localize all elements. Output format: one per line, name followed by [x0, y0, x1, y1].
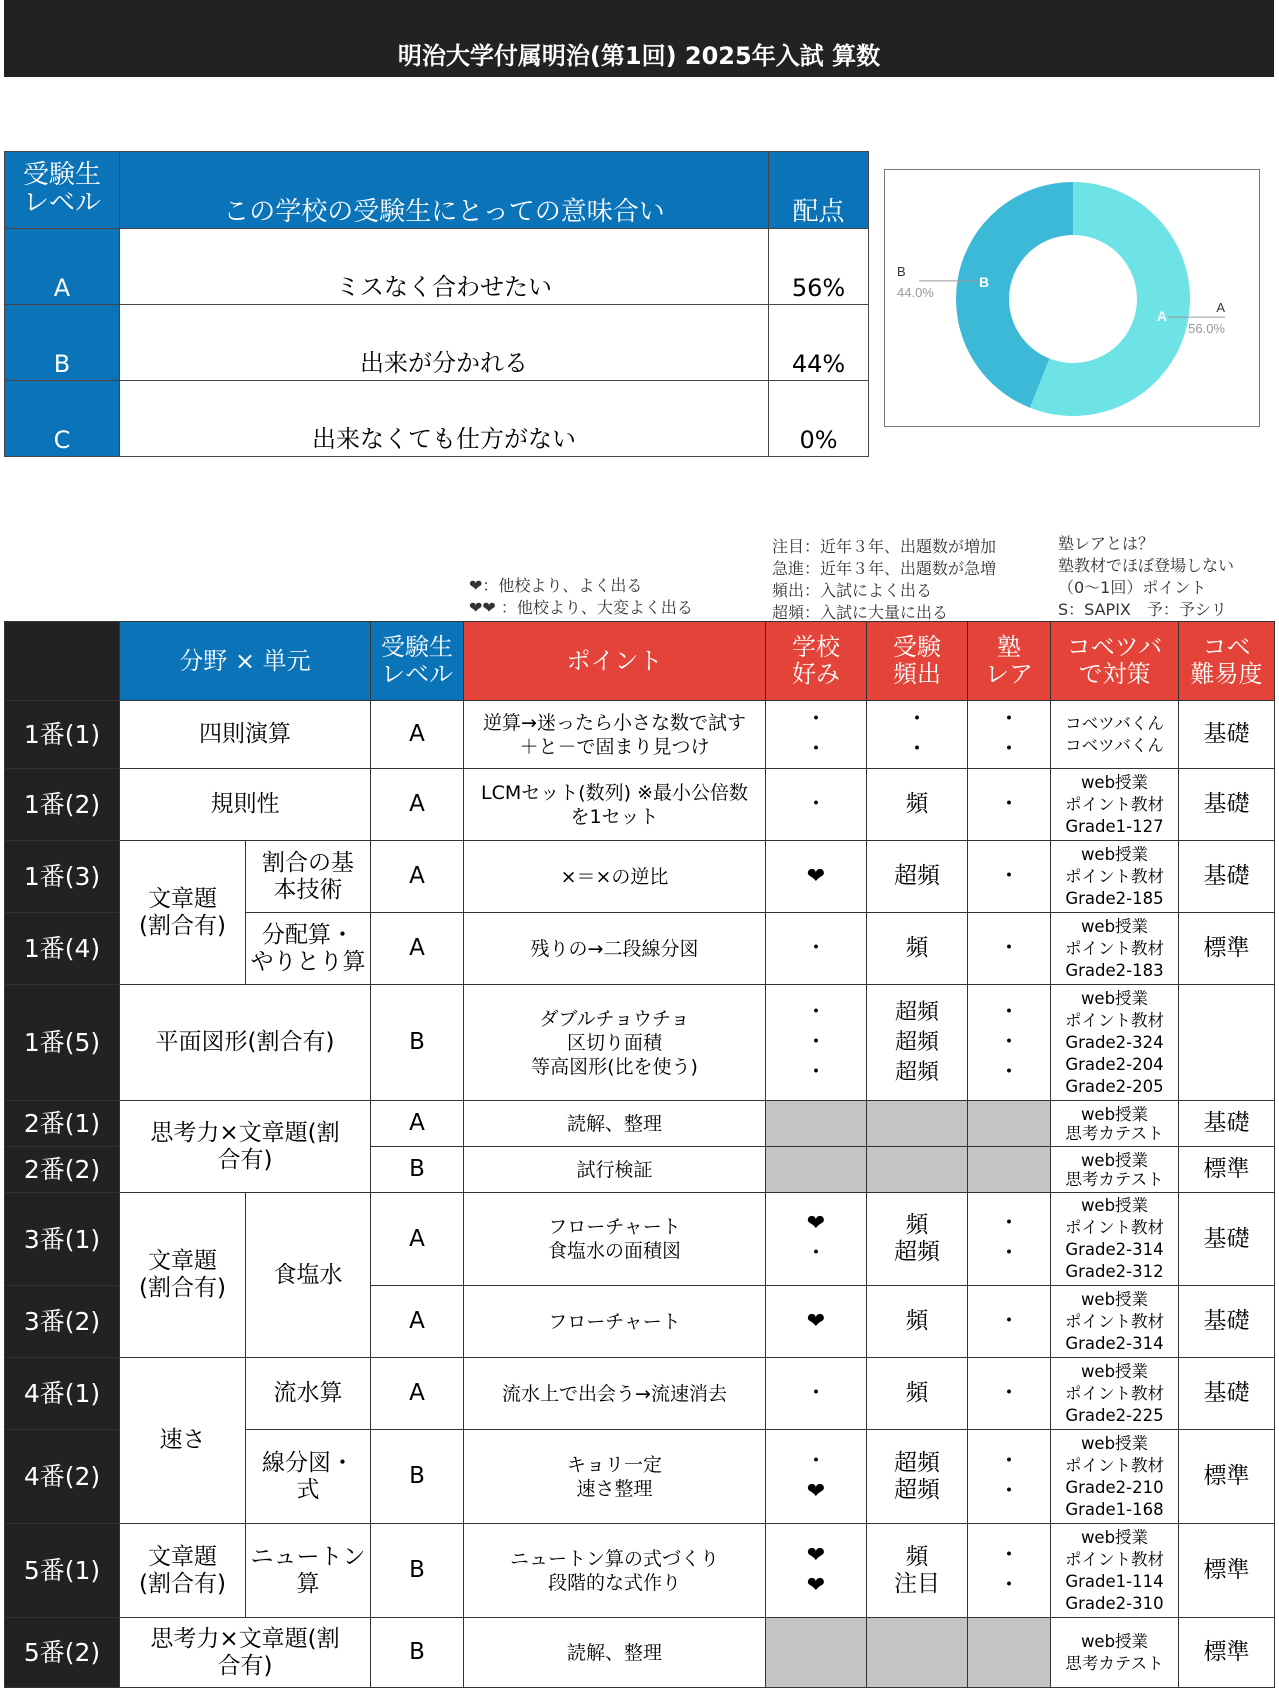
level-meaning: 出来なくても仕方がない: [120, 381, 769, 457]
difficulty-cell: 基礎: [1179, 1358, 1275, 1430]
donut-inner-label: B: [979, 274, 990, 291]
kobe-cell: web授業 ポイント教材 Grade2-210 Grade1-168: [1051, 1430, 1179, 1524]
table-row: [5, 701, 1275, 769]
table-row: [5, 769, 1275, 841]
freq-cell: 頻: [867, 1286, 968, 1358]
header-field: 分野 × 単元: [120, 622, 371, 701]
kobe-cell: web授業 ポイント教材 Grade1-127: [1051, 769, 1179, 841]
kobe-cell: web授業 思考カテスト: [1051, 1101, 1179, 1147]
rare-cell: [968, 1101, 1051, 1147]
donut-outer-label: B: [897, 263, 906, 279]
level-score: 0%: [769, 381, 869, 457]
field-group-cell: 文章題 (割合有): [120, 841, 246, 985]
freq-legend-line: 超頻：入試に大量に出る: [772, 603, 949, 622]
level-cell: A: [371, 769, 464, 841]
freq-legend: [772, 536, 996, 624]
difficulty-cell: 基礎: [1179, 841, 1275, 913]
level-score: 56%: [769, 229, 869, 305]
level-cell: B: [371, 1147, 464, 1193]
question-no: 3番(2): [5, 1286, 120, 1358]
header-school: 学校 好み: [766, 622, 867, 701]
field-cell: 食塩水: [246, 1193, 371, 1358]
difficulty-cell: 標準: [1179, 1618, 1275, 1688]
page-title-text: 明治大学付属明治(第1回) 2025年入試 算数: [397, 42, 881, 70]
school-cell: [766, 1618, 867, 1688]
rare-legend-line: 塾レアとは？: [1058, 534, 1155, 553]
point-cell: フローチャート 食塩水の面積図: [464, 1193, 766, 1286]
school-cell: ・ ・: [766, 701, 867, 769]
point-cell: 試行検証: [464, 1147, 766, 1193]
freq-cell: 頻: [867, 913, 968, 985]
point-cell: ダブルチョウチョ 区切り面積 等高図形(比を使う): [464, 985, 766, 1101]
kobe-cell: web授業 ポイント教材 Grade2-324 Grade2-204 Grade2-205: [1051, 985, 1179, 1101]
freq-cell: 頻 注目: [867, 1524, 968, 1618]
rare-legend-line: 塾教材でほぼ登場しない: [1058, 556, 1235, 575]
freq-legend-line: 注目：近年３年、出題数が増加: [772, 537, 997, 556]
freq-cell: [867, 1101, 968, 1147]
rare-cell: ・: [968, 913, 1051, 985]
rare-cell: ・ ・: [968, 1430, 1051, 1524]
rare-legend: [1058, 533, 1234, 621]
rare-cell: ・: [968, 1358, 1051, 1430]
point-cell: 逆算→迷ったら小さな数で試す ＋と－で固まり見つけ: [464, 701, 766, 769]
level-cell: B: [371, 1618, 464, 1688]
field-group-cell: 思考力×文章題(割 合有): [120, 1101, 371, 1193]
freq-legend-line: 急進：近年３年、出題数が急増: [772, 559, 997, 578]
question-no: 2番(1): [5, 1101, 120, 1147]
field-group-cell: 速さ: [120, 1358, 246, 1524]
level-meaning: 出来が分かれる: [120, 305, 769, 381]
donut-svg: [885, 170, 1261, 428]
difficulty-cell: 標準: [1179, 1430, 1275, 1524]
field-group-cell: 文章題 (割合有): [120, 1193, 246, 1358]
kobe-cell: web授業 ポイント教材 Grade2-225: [1051, 1358, 1179, 1430]
level-cell: A: [371, 701, 464, 769]
table-header: [5, 622, 1275, 701]
difficulty-cell: 基礎: [1179, 769, 1275, 841]
table-row: [5, 985, 1275, 1101]
school-cell: [766, 1147, 867, 1193]
point-cell: キョリ一定 速さ整理: [464, 1430, 766, 1524]
point-cell: 読解、整理: [464, 1101, 766, 1147]
field-cell: ニュートン 算: [246, 1524, 371, 1618]
field-cell: 平面図形(割合有): [120, 985, 371, 1101]
question-no: 4番(1): [5, 1358, 120, 1430]
rare-cell: ・ ・: [968, 1524, 1051, 1618]
donut-pct-label: 44.0%: [897, 284, 934, 300]
level-cell: A: [371, 1358, 464, 1430]
level-label: A: [5, 229, 120, 305]
point-cell: 流水上で出会う→流速消去: [464, 1358, 766, 1430]
level-label: C: [5, 381, 120, 457]
rare-cell: ・ ・: [968, 701, 1051, 769]
field-cell: 流水算: [246, 1358, 371, 1430]
rare-cell: [968, 1147, 1051, 1193]
freq-cell: 超頻: [867, 841, 968, 913]
freq-cell: 頻: [867, 1358, 968, 1430]
level-cell: A: [371, 1193, 464, 1286]
freq-cell: 頻: [867, 769, 968, 841]
field-cell: 規則性: [120, 769, 371, 841]
table-row: [5, 1358, 1275, 1430]
freq-cell: [867, 1147, 968, 1193]
level-cell: A: [371, 841, 464, 913]
heart-legend-line: ❤：他校より、よく出る: [469, 576, 643, 595]
level-table-header: [5, 152, 869, 229]
heart-icon: ❤ ❤: [766, 1524, 867, 1618]
question-no: 5番(2): [5, 1618, 120, 1688]
header-score: 配点: [769, 152, 869, 229]
level-cell: B: [371, 1524, 464, 1618]
header-difficulty: コベ 難易度: [1179, 622, 1275, 701]
level-cell: A: [371, 1286, 464, 1358]
level-table: [4, 151, 869, 457]
level-row: [5, 229, 869, 305]
school-cell: ・ ・ ・: [766, 985, 867, 1101]
question-no: 1番(2): [5, 769, 120, 841]
rare-cell: ・: [968, 769, 1051, 841]
page-title: [4, 0, 1274, 77]
field-cell: 線分図・ 式: [246, 1430, 371, 1524]
freq-cell: 超頻 超頻 超頻: [867, 985, 968, 1101]
difficulty-cell: 基礎: [1179, 1286, 1275, 1358]
school-cell: ・: [766, 913, 867, 985]
field-cell: 割合の基 本技術: [246, 841, 371, 913]
question-no: 1番(3): [5, 841, 120, 913]
rare-cell: ・ ・ ・: [968, 985, 1051, 1101]
heart-legend-line: ❤❤ ：他校より、大変よく出る: [469, 598, 693, 617]
heart-icon: ・ ❤: [766, 1430, 867, 1524]
difficulty-cell: 基礎: [1179, 1193, 1275, 1286]
question-no: 1番(1): [5, 701, 120, 769]
rare-legend-line: S：SAPIX 予：予シリ: [1058, 600, 1227, 619]
difficulty-cell: 標準: [1179, 913, 1275, 985]
rare-legend-line: （0～1回）ポイント: [1058, 578, 1207, 597]
difficulty-cell: 基礎: [1179, 701, 1275, 769]
kobe-cell: web授業 ポイント教材 Grade2-314 Grade2-312: [1051, 1193, 1179, 1286]
point-cell: フローチャート: [464, 1286, 766, 1358]
rare-cell: ・: [968, 841, 1051, 913]
heart-icon: ❤: [766, 1286, 867, 1358]
level-row: [5, 381, 869, 457]
score-donut-chart: [884, 169, 1260, 427]
point-cell: 残りの→二段線分図: [464, 913, 766, 985]
school-cell: ・: [766, 1358, 867, 1430]
kobe-cell: コベツバくん コベツバくん: [1051, 701, 1179, 769]
level-meaning: ミスなく合わせたい: [120, 229, 769, 305]
level-label: B: [5, 305, 120, 381]
header-level: 受験生 レベル: [5, 152, 120, 229]
freq-cell: 超頻 超頻: [867, 1430, 968, 1524]
question-no: 1番(5): [5, 985, 120, 1101]
field-cell: 分配算・ やりとり算: [246, 913, 371, 985]
header-freq: 受験 頻出: [867, 622, 968, 701]
difficulty-cell: [1179, 985, 1275, 1101]
kobe-cell: web授業 ポイント教材 Grade1-114 Grade2-310: [1051, 1524, 1179, 1618]
heart-legend: [469, 575, 693, 619]
table-row: [5, 1193, 1275, 1286]
table-row: [5, 1618, 1275, 1688]
level-cell: B: [371, 985, 464, 1101]
freq-cell: 頻 超頻: [867, 1193, 968, 1286]
table-row: [5, 1524, 1275, 1618]
point-cell: ×＝×の逆比: [464, 841, 766, 913]
field-group-cell: 文章題 (割合有): [120, 1524, 246, 1618]
header-meaning: この学校の受験生にとっての意味合い: [120, 152, 769, 229]
school-cell: [766, 1101, 867, 1147]
heart-icon: ❤: [766, 841, 867, 913]
freq-cell: [867, 1618, 968, 1688]
donut-pct-label: 56.0%: [1188, 321, 1225, 337]
difficulty-cell: 基礎: [1179, 1101, 1275, 1147]
level-score: 44%: [769, 305, 869, 381]
rare-cell: ・: [968, 1286, 1051, 1358]
question-no: 3番(1): [5, 1193, 120, 1286]
donut-outer-label: A: [1216, 300, 1225, 316]
kobe-cell: web授業 ポイント教材 Grade2-314: [1051, 1286, 1179, 1358]
kobe-cell: web授業 思考カテスト: [1051, 1618, 1179, 1688]
question-no: 5番(1): [5, 1524, 120, 1618]
table-row: [5, 841, 1275, 913]
question-no: 2番(2): [5, 1147, 120, 1193]
field-cell: 四則演算: [120, 701, 371, 769]
header-no: [5, 622, 120, 701]
difficulty-cell: 標準: [1179, 1147, 1275, 1193]
header-point: ポイント: [464, 622, 766, 701]
kobe-cell: web授業 思考カテスト: [1051, 1147, 1179, 1193]
rare-cell: ・ ・: [968, 1193, 1051, 1286]
level-row: [5, 305, 869, 381]
freq-legend-line: 頻出：入試によく出る: [772, 581, 933, 600]
table-row: [5, 1101, 1275, 1147]
point-cell: 読解、整理: [464, 1618, 766, 1688]
question-no: 4番(2): [5, 1430, 120, 1524]
kobe-cell: web授業 ポイント教材 Grade2-185: [1051, 841, 1179, 913]
level-cell: A: [371, 1101, 464, 1147]
header-level: 受験生 レベル: [371, 622, 464, 701]
level-cell: A: [371, 913, 464, 985]
analysis-table: [4, 621, 1275, 1688]
freq-cell: ・ ・: [867, 701, 968, 769]
kobe-cell: web授業 ポイント教材 Grade2-183: [1051, 913, 1179, 985]
difficulty-cell: 標準: [1179, 1524, 1275, 1618]
level-cell: B: [371, 1430, 464, 1524]
header-rare: 塾 レア: [968, 622, 1051, 701]
field-group-cell: 思考力×文章題(割 合有): [120, 1618, 371, 1688]
heart-icon: ❤ ・: [766, 1193, 867, 1286]
point-cell: LCMセット(数列) ※最小公倍数 を1セット: [464, 769, 766, 841]
donut-inner-label: A: [1156, 307, 1167, 324]
rare-cell: [968, 1618, 1051, 1688]
school-cell: ・: [766, 769, 867, 841]
header-kobe: コベツバ で対策: [1051, 622, 1179, 701]
question-no: 1番(4): [5, 913, 120, 985]
point-cell: ニュートン算の式づくり 段階的な式作り: [464, 1524, 766, 1618]
